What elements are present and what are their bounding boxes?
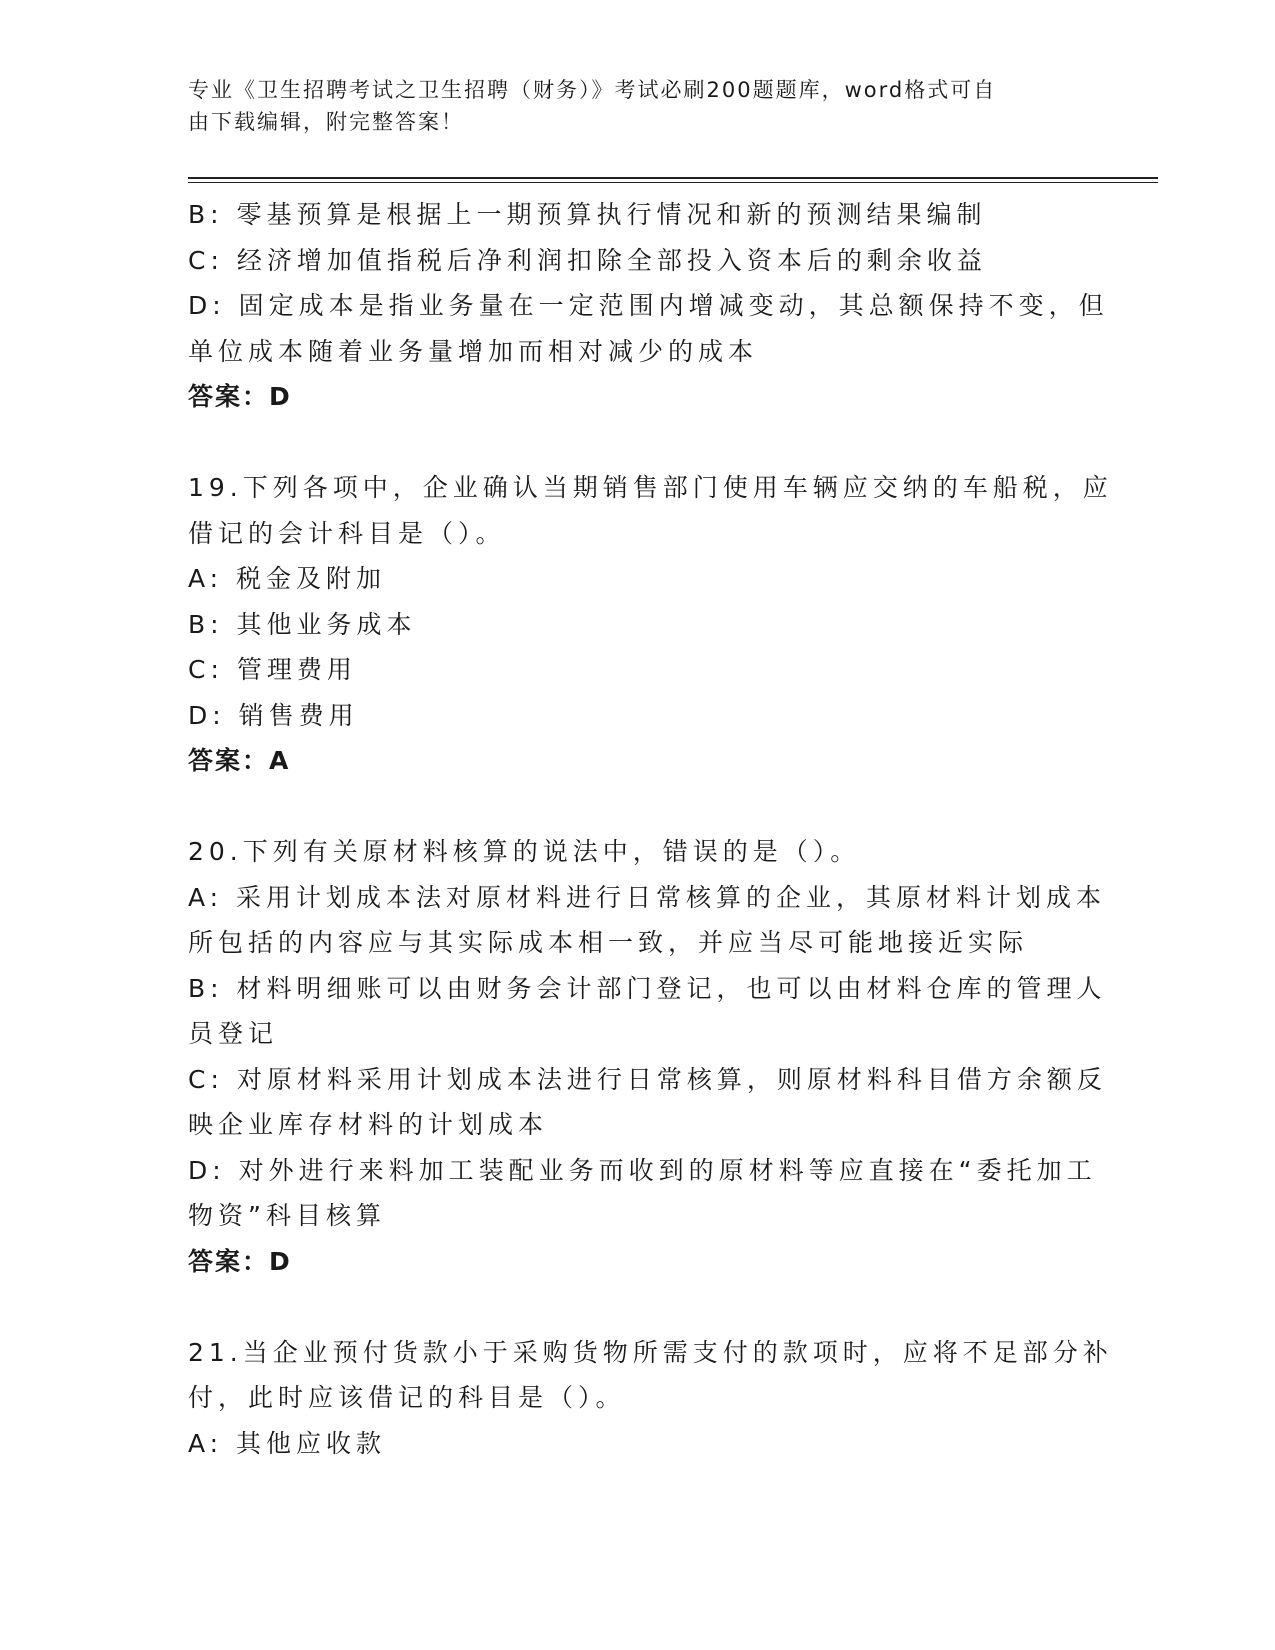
answer: 答案：D bbox=[188, 382, 292, 411]
option-b: B: 材料明细账可以由财务会计部门登记，也可以由材料仓库的管理人 bbox=[188, 973, 1107, 1003]
option-b-cont: 员登记 bbox=[188, 1019, 279, 1048]
question-18-continued bbox=[188, 192, 1109, 420]
spacer bbox=[188, 420, 1083, 466]
spacer bbox=[188, 784, 1083, 830]
question-stem-cont: 付，此时应该借记的科目是（）。 bbox=[188, 1383, 626, 1412]
option-c-cont: 映企业库存材料的计划成本 bbox=[188, 1110, 549, 1139]
document-body bbox=[188, 192, 1113, 1466]
header-line-1: 专业《卫生招聘考试之卫生招聘（财务）》考试必刷200题题库，word格式可自 bbox=[188, 78, 997, 102]
question-stem-cont: 借记的会计科目是（）。 bbox=[188, 518, 506, 548]
option-d: D: 对外进行来料加工装配业务而收到的原材料等应直接在“委托加工 bbox=[188, 1155, 1097, 1185]
option-b: B: 其他业务成本 bbox=[188, 609, 417, 639]
question-stem: 21.当企业预付货款小于采购货物所需支付的款项时，应将不足部分补 bbox=[188, 1337, 1113, 1367]
option-a-cont: 所包括的内容应与其实际成本相一致，并应当尽可能地接近实际 bbox=[188, 928, 1029, 957]
option-c: C: 对原材料采用计划成本法进行日常核算，则原材料科目借方余额反 bbox=[188, 1064, 1107, 1094]
option-d: D: 固定成本是指业务量在一定范围内增减变动，其总额保持不变，但 bbox=[188, 291, 1109, 320]
option-a: A: 其他应收款 bbox=[188, 1428, 387, 1458]
option-d-cont: 物资”科目核算 bbox=[188, 1201, 386, 1230]
header-line-2: 由下载编辑，附完整答案！ bbox=[188, 110, 464, 134]
question-21 bbox=[188, 1330, 1113, 1467]
header-divider-thin bbox=[188, 182, 1158, 183]
option-c: C: 经济增加值指税后净利润扣除全部投入资本后的剩余收益 bbox=[188, 245, 987, 275]
option-a: A: 税金及附加 bbox=[188, 564, 387, 593]
option-c: C: 管理费用 bbox=[188, 655, 357, 684]
answer: 答案：D bbox=[188, 1246, 292, 1276]
option-a: A: 采用计划成本法对原材料进行日常核算的企业，其原材料计划成本 bbox=[188, 882, 1107, 912]
option-b: B: 零基预算是根据上一期预算执行情况和新的预测结果编制 bbox=[188, 200, 987, 229]
question-20 bbox=[188, 829, 1107, 1284]
option-d-cont: 单位成本随着业务量增加而相对减少的成本 bbox=[188, 336, 759, 366]
option-d: D: 销售费用 bbox=[188, 700, 359, 730]
question-19 bbox=[188, 465, 1113, 784]
question-stem: 20.下列有关原材料核算的说法中，错误的是（）。 bbox=[188, 837, 861, 866]
spacer bbox=[188, 1284, 1083, 1330]
question-stem: 19.下列各项中，企业确认当期销售部门使用车辆应交纳的车船税，应 bbox=[188, 473, 1113, 502]
answer: 答案：A bbox=[188, 746, 291, 775]
header-divider-thick bbox=[188, 177, 1158, 179]
page-header bbox=[188, 74, 1068, 138]
